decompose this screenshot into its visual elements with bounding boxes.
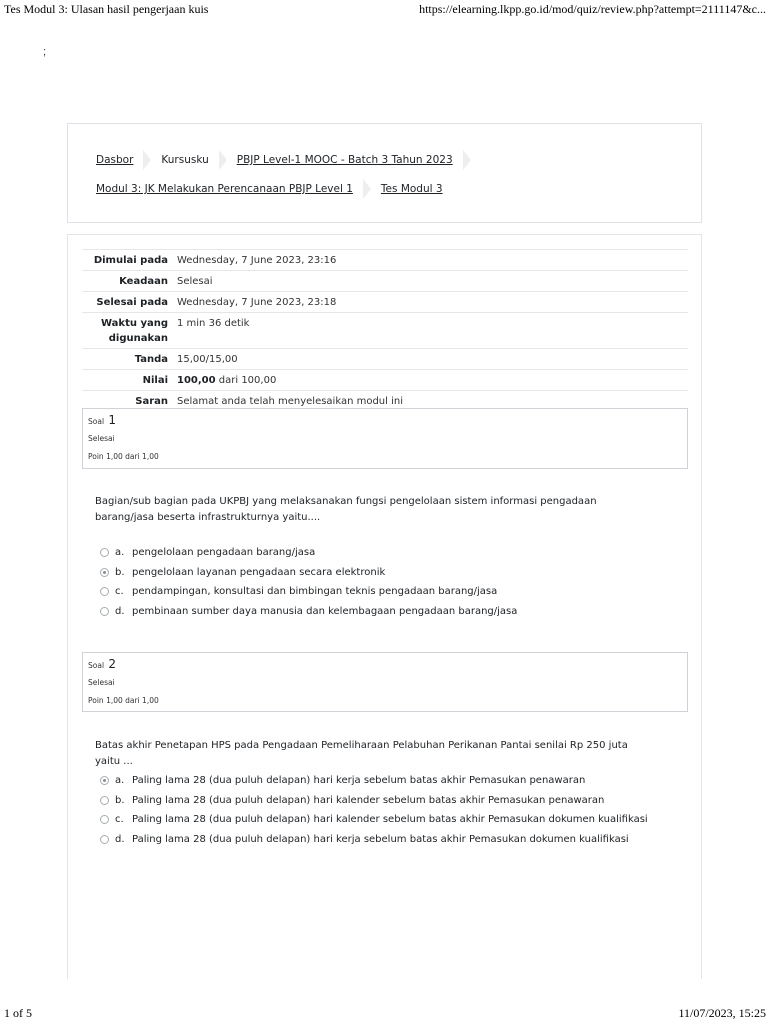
summary-value: Wednesday, 7 June 2023, 23:16 — [177, 255, 337, 266]
summary-row-marks — [82, 348, 688, 369]
print-page-url: https://elearning.lkpp.go.id/mod/quiz/review.php?attempt=2111147&c... — [419, 2, 766, 16]
summary-row-state — [82, 270, 688, 291]
radio-button[interactable] — [100, 548, 109, 557]
summary-value: 1 min 36 detik — [177, 318, 250, 329]
question-text: Bagian/sub bagian pada UKPBJ yang melaksanakan fungsi pengelolaan sistem informasi pengadaan barang/jasa beserta infrastrukturnya yaitu.... — [95, 496, 597, 523]
quiz-review-region — [67, 234, 702, 979]
answer-letter: c. — [115, 586, 124, 598]
answer-option[interactable] — [100, 543, 517, 563]
answer-letter: d. — [115, 605, 125, 617]
question-info-box — [82, 652, 688, 712]
breadcrumb-kursusku: Kursusku — [161, 154, 209, 166]
answer-text: Paling lama 28 (dua puluh delapan) hari kalender sebelum batas akhir Pemasukan penawaran — [132, 794, 605, 806]
breadcrumb-quiz-link[interactable]: Tes Modul 3 — [380, 183, 443, 195]
print-page-title: Tes Modul 3: Ulasan hasil pengerjaan kuis — [4, 2, 209, 16]
answer-letter: b. — [115, 566, 125, 578]
summary-label-line: digunakan — [108, 333, 168, 344]
answer-list — [100, 771, 648, 849]
print-datetime: 11/07/2023, 15:25 — [678, 1006, 766, 1020]
question-number — [88, 413, 116, 427]
radio-button-selected[interactable] — [100, 776, 109, 785]
answer-letter: b. — [115, 794, 125, 806]
breadcrumb-separator-icon — [143, 150, 151, 170]
answer-letter: c. — [115, 814, 124, 826]
question-number — [88, 657, 116, 671]
summary-value: Selamat anda telah menyelesaikan modul ini — [177, 396, 403, 407]
attempt-summary-table — [82, 249, 688, 412]
breadcrumb — [67, 123, 702, 223]
radio-button[interactable] — [100, 815, 109, 824]
breadcrumb-row — [96, 179, 443, 199]
summary-label — [82, 313, 177, 348]
breadcrumb-separator-icon — [363, 179, 371, 199]
print-page-number: 1 of 5 — [4, 1006, 32, 1020]
question-number-value: 1 — [108, 413, 117, 427]
grade-score: 100,00 — [177, 375, 216, 386]
breadcrumb-module-link[interactable]: Modul 3: JK Melakukan Perencanaan PBJP Level 1 — [96, 183, 353, 195]
summary-label: Saran — [135, 396, 168, 407]
breadcrumb-course-link[interactable]: PBJP Level-1 MOOC - Batch 3 Tahun 2023 — [236, 154, 453, 166]
question-grade: Poin 1,00 dari 1,00 — [88, 452, 159, 461]
question-number-label: Soal — [88, 661, 105, 670]
summary-row-started — [82, 249, 688, 270]
breadcrumb-separator-icon — [219, 150, 227, 170]
summary-value: Selesai — [177, 276, 213, 287]
radio-button[interactable] — [100, 835, 109, 844]
summary-value: 15,00/15,00 — [177, 354, 238, 365]
summary-row-completed — [82, 291, 688, 312]
summary-row-grade — [82, 369, 688, 390]
question-state: Selesai — [88, 434, 115, 443]
answer-text: Paling lama 28 (dua puluh delapan) hari kerja sebelum batas akhir Pemasukan dokumen kualifikasi — [132, 833, 629, 845]
question-grade: Poin 1,00 dari 1,00 — [88, 696, 159, 705]
summary-label-line: Waktu yang — [101, 318, 168, 329]
question-info-box — [82, 408, 688, 469]
answer-letter: a. — [115, 547, 125, 559]
summary-label: Dimulai pada — [93, 255, 168, 266]
answer-list — [100, 543, 517, 621]
grade-out-of: dari 100,00 — [215, 375, 277, 386]
answer-text: pengelolaan layanan pengadaan secara elektronik — [132, 566, 386, 578]
answer-option[interactable] — [100, 830, 648, 850]
answer-text: pengelolaan pengadaan barang/jasa — [132, 547, 316, 559]
breadcrumb-separator-icon — [463, 150, 471, 170]
answer-option[interactable] — [100, 602, 517, 622]
summary-label: Selesai pada — [96, 297, 168, 308]
answer-option[interactable] — [100, 791, 648, 811]
answer-text: pembinaan sumber daya manusia dan kelembagaan pengadaan barang/jasa — [132, 605, 518, 617]
radio-button-selected[interactable] — [100, 568, 109, 577]
answer-option[interactable] — [100, 771, 648, 791]
answer-text: Paling lama 28 (dua puluh delapan) hari kerja sebelum batas akhir Pemasukan penawaran — [132, 775, 586, 787]
answer-text: Paling lama 28 (dua puluh delapan) hari kalender sebelum batas akhir Pemasukan dokumen kualifikasi — [132, 814, 648, 826]
radio-button[interactable] — [100, 607, 109, 616]
summary-label: Tanda — [134, 354, 168, 365]
radio-button[interactable] — [100, 587, 109, 596]
summary-value — [177, 370, 688, 390]
breadcrumb-row — [96, 150, 481, 170]
breadcrumb-dasbor-link[interactable]: Dasbor — [96, 154, 134, 166]
radio-button[interactable] — [100, 796, 109, 805]
answer-option[interactable] — [100, 582, 517, 602]
summary-value: Wednesday, 7 June 2023, 23:18 — [177, 297, 337, 308]
answer-letter: d. — [115, 833, 125, 845]
answer-letter: a. — [115, 775, 125, 787]
answer-option[interactable] — [100, 810, 648, 830]
summary-label: Nilai — [142, 375, 168, 386]
question-state: Selesai — [88, 678, 115, 687]
stray-text: ; — [43, 46, 47, 58]
summary-label: Keadaan — [119, 276, 168, 287]
summary-row-time-taken — [82, 312, 688, 348]
question-number-value: 2 — [108, 657, 117, 671]
answer-text: pendampingan, konsultasi dan bimbingan teknis pengadaan barang/jasa — [132, 586, 498, 598]
answer-option[interactable] — [100, 563, 517, 583]
question-text: Batas akhir Penetapan HPS pada Pengadaan Pemeliharaan Pelabuhan Perikanan Pantai senilai Rp 250 juta yaitu ... — [95, 740, 628, 767]
question-number-label: Soal — [88, 417, 105, 426]
